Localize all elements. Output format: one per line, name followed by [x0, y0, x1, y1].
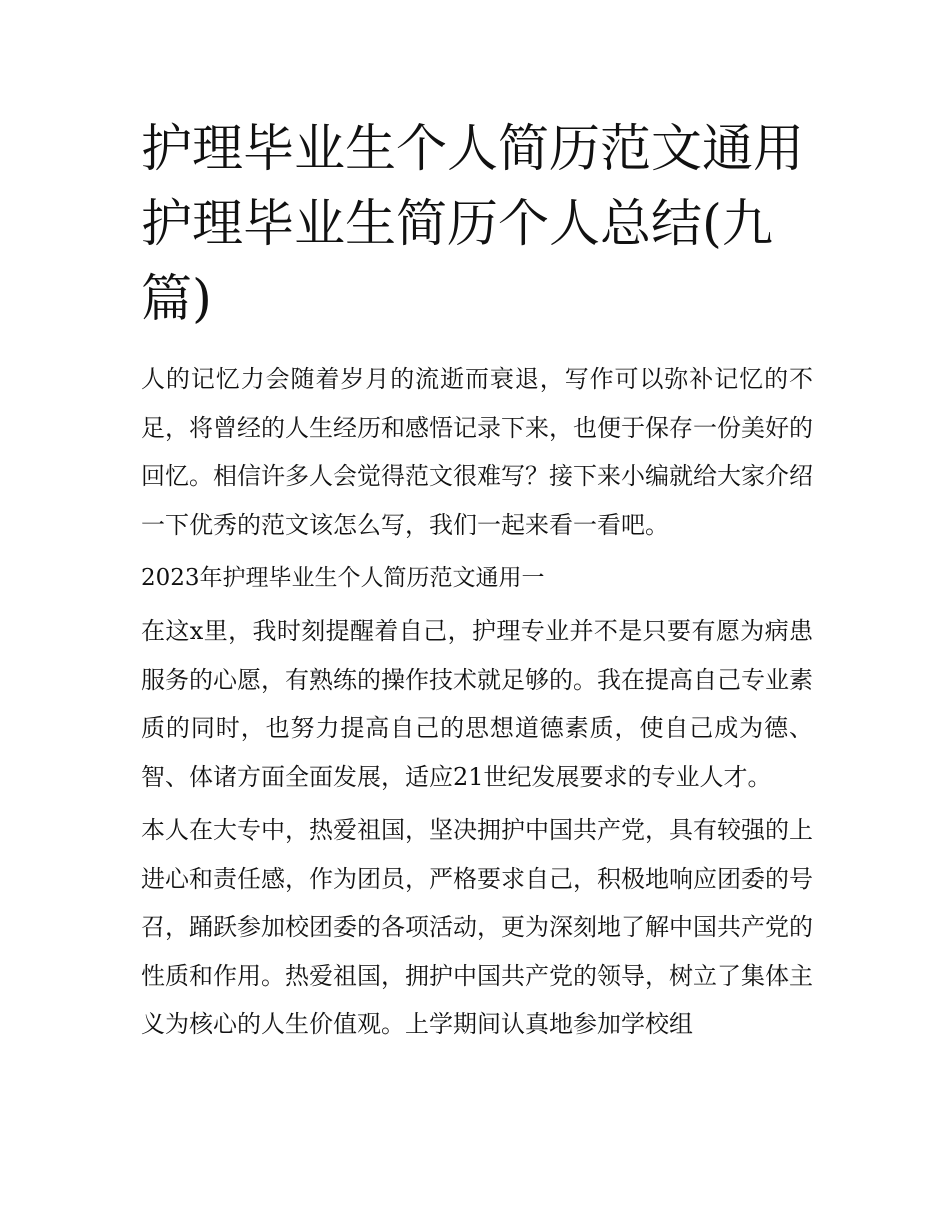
- body-paragraph: 本人在大专中，热爱祖国，坚决拥护中国共产党，具有较强的上进心和责任感，作为团员，严格要求自己，积极地响应团委的号召，踊跃参加校团委的各项活动，更为深刻地了解中国共产党的性质和作用。热爱祖国，拥护中国共产党的领导，树立了集体主义为核心的人生价值观。上学期间认真地参加学校组: [141, 816, 813, 1038]
- intro-paragraph: 人的记忆力会随着岁月的流逝而衰退，写作可以弥补记忆的不足，将曾经的人生经历和感悟记录下来，也便于保存一份美好的回忆。相信许多人会觉得范文很难写？接下来小编就给大家介绍一下优秀的范文该怎么写，我们一起来看一看吧。: [141, 365, 813, 539]
- document-page: [141, 112, 813, 1054]
- body-paragraph: 在这x里，我时刻提醒着自己，护理专业并不是只要有愿为病患服务的心愿，有熟练的操作技术就足够的。我在提高自己专业素质的同时，也努力提高自己的思想道德素质，使自己成为德、智、体诸方面全面发展，适应21世纪发展要求的专业人才。: [141, 617, 813, 791]
- section-heading: 2023年护理毕业生个人简历范文通用一: [141, 565, 545, 591]
- document-title: 护理毕业生个人简历范文通用护理毕业生简历个人总结(九篇): [141, 120, 805, 329]
